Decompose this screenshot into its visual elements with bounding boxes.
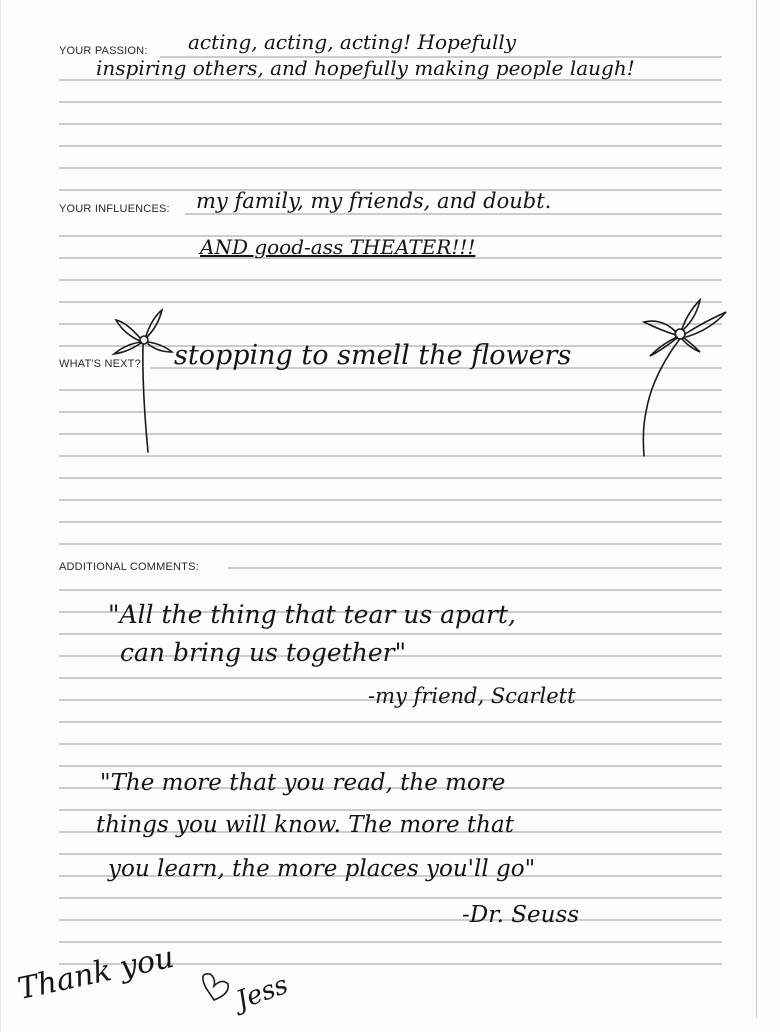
quote1-line2: can bring us together" bbox=[120, 638, 407, 667]
quote2-line2: things you will know. The more that bbox=[96, 812, 514, 838]
whats-next-answer: stopping to smell the flowers bbox=[174, 340, 572, 371]
influences-answer-line2: AND good-ass THEATER!!! bbox=[200, 235, 476, 259]
thank-you-signoff: Thank you bbox=[14, 939, 178, 1007]
quote1-line1: "All the thing that tear us apart, bbox=[108, 600, 516, 629]
influences-label: YOUR INFLUENCES: bbox=[59, 203, 170, 215]
quote2-attribution: -Dr. Seuss bbox=[462, 902, 580, 928]
quote1-attribution: -my friend, Scarlett bbox=[368, 684, 576, 708]
passion-label: YOUR PASSION: bbox=[59, 45, 148, 57]
heart-doodle bbox=[203, 974, 228, 1000]
quote2-line3: you learn, the more places you'll go" bbox=[108, 856, 536, 882]
right-flower-doodle bbox=[643, 300, 726, 456]
additional-comments-label: ADDITIONAL COMMENTS: bbox=[59, 561, 199, 573]
signature-jess: Jess bbox=[232, 969, 293, 1017]
influences-answer-line1: my family, my friends, and doubt. bbox=[196, 189, 552, 213]
quote2-line1: "The more that you read, the more bbox=[100, 770, 506, 796]
passion-answer-line1: acting, acting, acting! Hopefully bbox=[188, 30, 517, 54]
whats-next-label: WHAT'S NEXT? bbox=[59, 358, 141, 370]
left-flower-doodle bbox=[114, 310, 172, 452]
passion-answer-line2: inspiring others, and hopefully making people laugh! bbox=[96, 56, 635, 80]
